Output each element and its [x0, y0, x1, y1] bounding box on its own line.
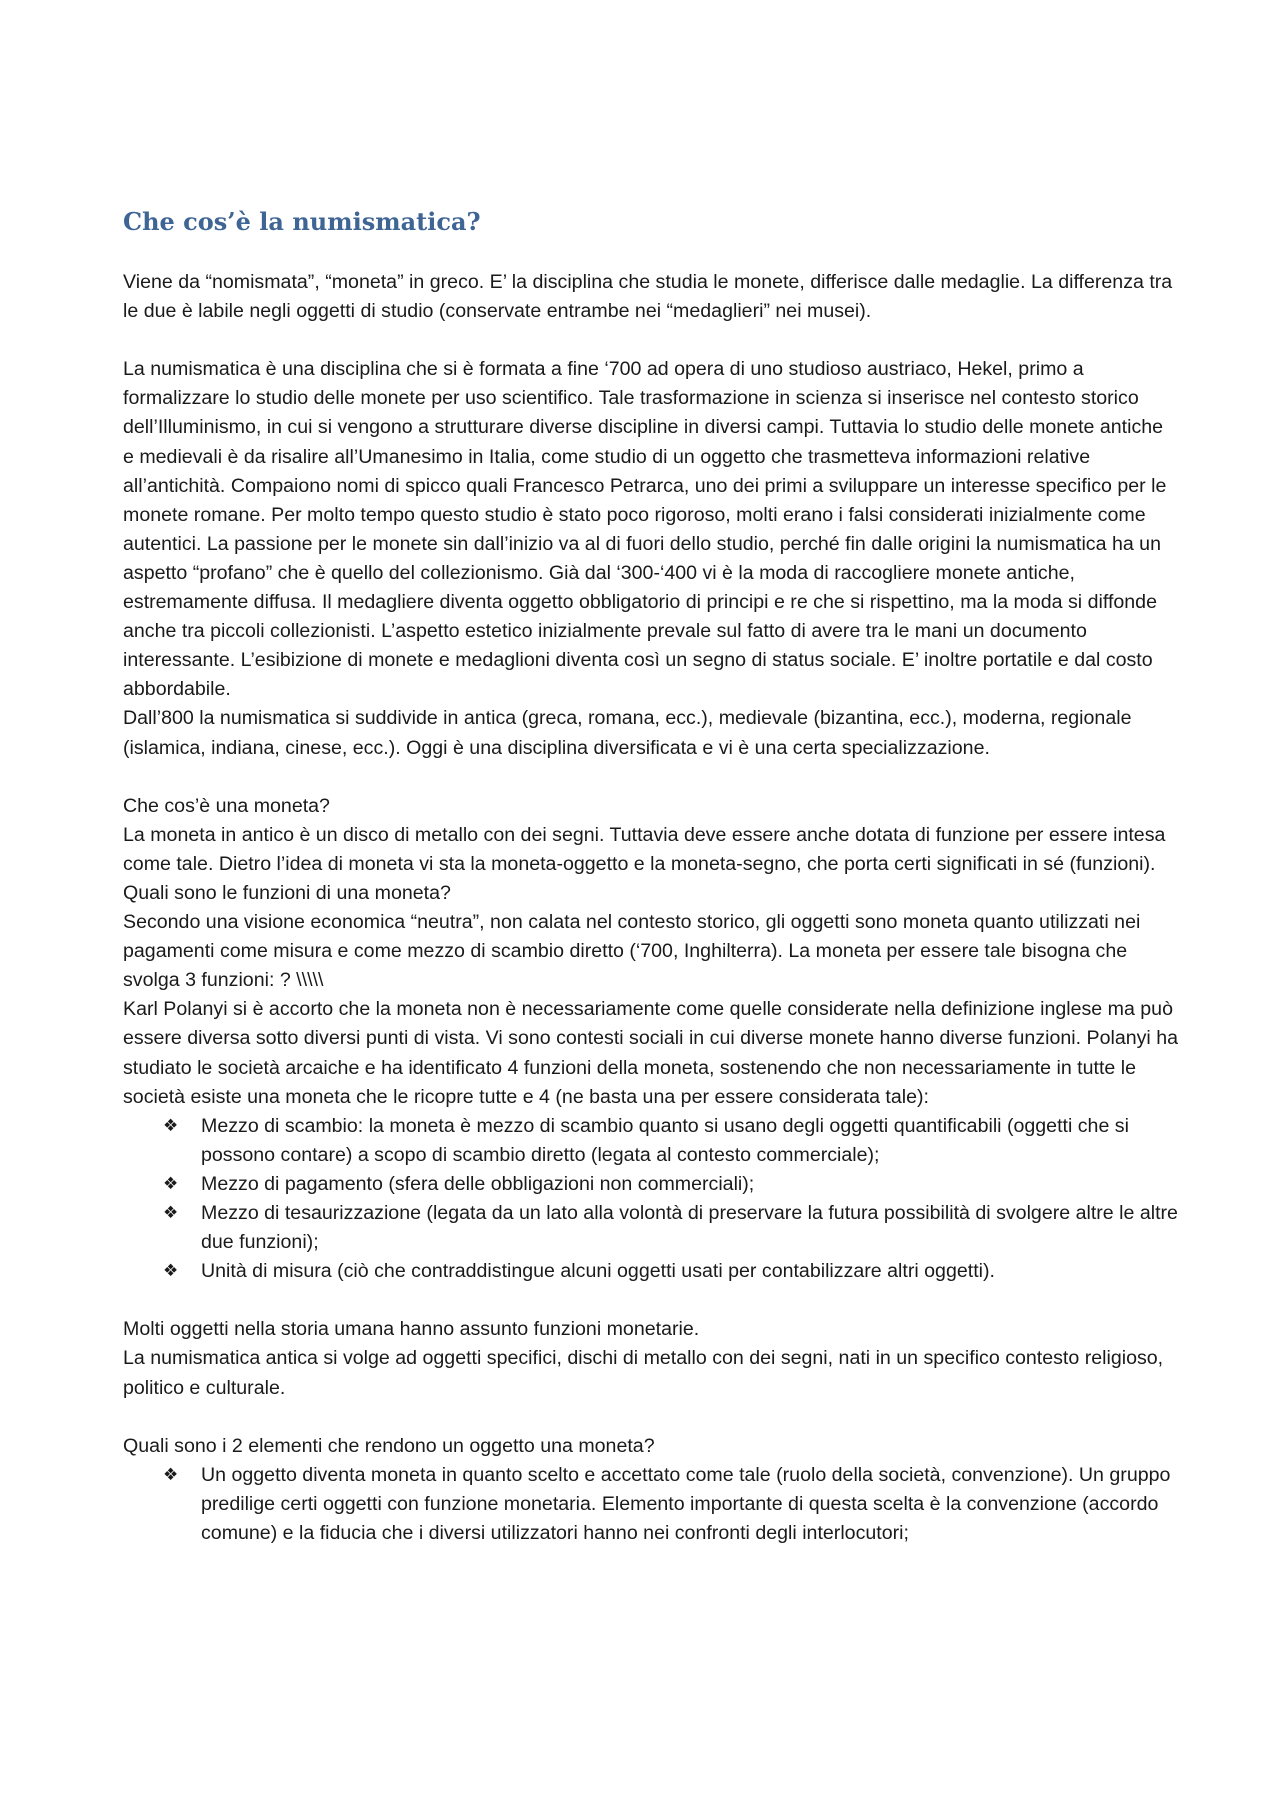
- list-item-text: Mezzo di scambio: la moneta è mezzo di scambio quanto si usano degli oggetti quantificabili (oggetti che si possono contare) a scopo di scambio diretto (legata al contesto commerciale);: [201, 1114, 1129, 1166]
- list-item-text: Unità di misura (ciò che contraddistingue alcuni oggetti usati per contabilizzare altri oggetti).: [201, 1260, 995, 1283]
- history-paragraph: La numismatica è una disciplina che si è formata a fine ‘700 ad opera di uno studioso austriaco, Hekel, primo a formalizzare lo studio delle monete per uso scientifico. Tale trasformazione in scienza si inserisce nel contesto storico dell’Illuminismo, in cui si vengono a strutturare diverse discipline in diversi campi. Tuttavia lo studio delle monete antiche e medievali è da risalire all’Umanesimo in Italia, come studio di un oggetto che trasmetteva informazioni relative all’antichità. Compaiono nomi di spicco quali Francesco Petrarca, uno dei primi a sviluppare un interesse specifico per le monete romane. Per molto tempo questo studio è stato poco rigoroso, molti erano i falsi considerati inizialmente come autentici. La passione per le monete sin dall’inizio va al di fuori dello studio, perché fin dalle origini la numismatica ha un aspetto “profano” che è quello del collezionismo. Già dal ‘300-‘400 vi è la moda di raccogliere monete antiche, estremamente diffusa. Il medagliere diventa oggetto obbligatorio di principi e re che si rispettino, ma la moda si diffonde anche tra piccoli collezionisti. L’aspetto estetico inizialmente prevale sul fatto di avere tra le mani un documento interessante. L’esibizione di monete e medaglioni diventa così un segno di status sociale. E’ inoltre portatile e dal costo abbordabile.: [123, 358, 1167, 701]
- division-paragraph: Dall’800 la numismatica si suddivide in antica (greca, romana, ecc.), medievale (bizantina, ecc.), moderna, regionale (islamica, indiana, cinese, ecc.). Oggi è una disciplina diversificata e vi è una certa specializzazione.: [123, 707, 1132, 759]
- intro-paragraph: Viene da “nomismata”, “moneta” in greco. E’ la disciplina che studia le monete, differisce dalle medaglie. La differenza tra le due è labile negli oggetti di studio (conservate entrambe nei “medaglieri” nei musei).: [123, 271, 1173, 323]
- list-item-text: Un oggetto diventa moneta in quanto scelto e accettato come tale (ruolo della società, convenzione). Un gruppo predilige certi oggetti con funzione monetaria. Elemento importante di questa scelta è la convenzione (accordo comune) e la fiducia che i diversi utilizzatori hanno nei confronti degli interlocutori;: [201, 1463, 1171, 1545]
- paragraph-gap: [123, 1403, 1178, 1432]
- polanyi-paragraph: Karl Polanyi si è accorto che la moneta non è necessariamente come quelle considerate nella definizione inglese ma può essere diversa sotto diversi punti di vista. Vi sono contesti sociali in cui diverse monete hanno diverse funzioni. Polanyi ha studiato le società arcaiche e ha identificato 4 funzioni della moneta, sostenendo che non necessariamente in tutte le società esiste una moneta che le ricopre tutte e 4 (ne basta una per essere considerata tale):: [123, 998, 1179, 1108]
- list-item: [163, 1170, 1178, 1199]
- question-elementi: Quali sono i 2 elementi che rendono un oggetto una moneta?: [123, 1434, 655, 1457]
- diamond-bullet-icon: ❖: [163, 1261, 179, 1282]
- diamond-bullet-icon: ❖: [163, 1203, 179, 1223]
- paragraph-gap: [123, 326, 1178, 355]
- list-item-text: Mezzo di tesaurizzazione (legata da un lato alla volontà di preservare la futura possibilità di svolgere altre le altre due funzioni);: [201, 1202, 1178, 1254]
- page-title: Che cos’è la numismatica?: [123, 207, 481, 236]
- diamond-bullet-icon: ❖: [163, 1464, 179, 1485]
- question-funzioni: Quali sono le funzioni di una moneta?: [123, 881, 451, 904]
- list-item: [163, 1199, 1178, 1257]
- list-item: [163, 1112, 1178, 1170]
- list-item: [163, 1257, 1178, 1286]
- list-item-text: Mezzo di pagamento (sfera delle obbligazioni non commerciali);: [201, 1172, 755, 1195]
- list-item: [163, 1461, 1178, 1548]
- answer-funzioni: Secondo una visione economica “neutra”, non calata nel contesto storico, gli oggetti sono moneta quanto utilizzati nei pagamenti come misura e come mezzo di scambio diretto (‘700, Inghilterra). La moneta per essere tale bisogna che svolga 3 funzioni: ? \\\\\: [123, 911, 1141, 992]
- diamond-bullet-icon: ❖: [163, 1115, 179, 1136]
- diamond-bullet-icon: ❖: [163, 1173, 179, 1194]
- answer-moneta: La moneta in antico è un disco di metallo con dei segni. Tuttavia deve essere anche dotata di funzione per essere intesa come tale. Dietro l’idea di moneta vi sta la moneta-oggetto e la moneta-segno, che porta certi significati in sé (funzioni).: [123, 823, 1166, 875]
- oggetti-paragraph-2: La numismatica antica si volge ad oggetti specifici, dischi di metallo con dei segni, nati in un specifico contesto religioso, politico e culturale.: [123, 1347, 1164, 1399]
- paragraph-gap: [123, 1286, 1178, 1315]
- oggetti-paragraph-1: Molti oggetti nella storia umana hanno assunto funzioni monetarie.: [123, 1318, 700, 1341]
- document-page: [123, 202, 1178, 1548]
- question-moneta: Che cos’è una moneta?: [123, 794, 330, 817]
- elementi-list: [123, 1461, 1178, 1548]
- functions-list: [123, 1112, 1178, 1287]
- paragraph-gap: [123, 763, 1178, 792]
